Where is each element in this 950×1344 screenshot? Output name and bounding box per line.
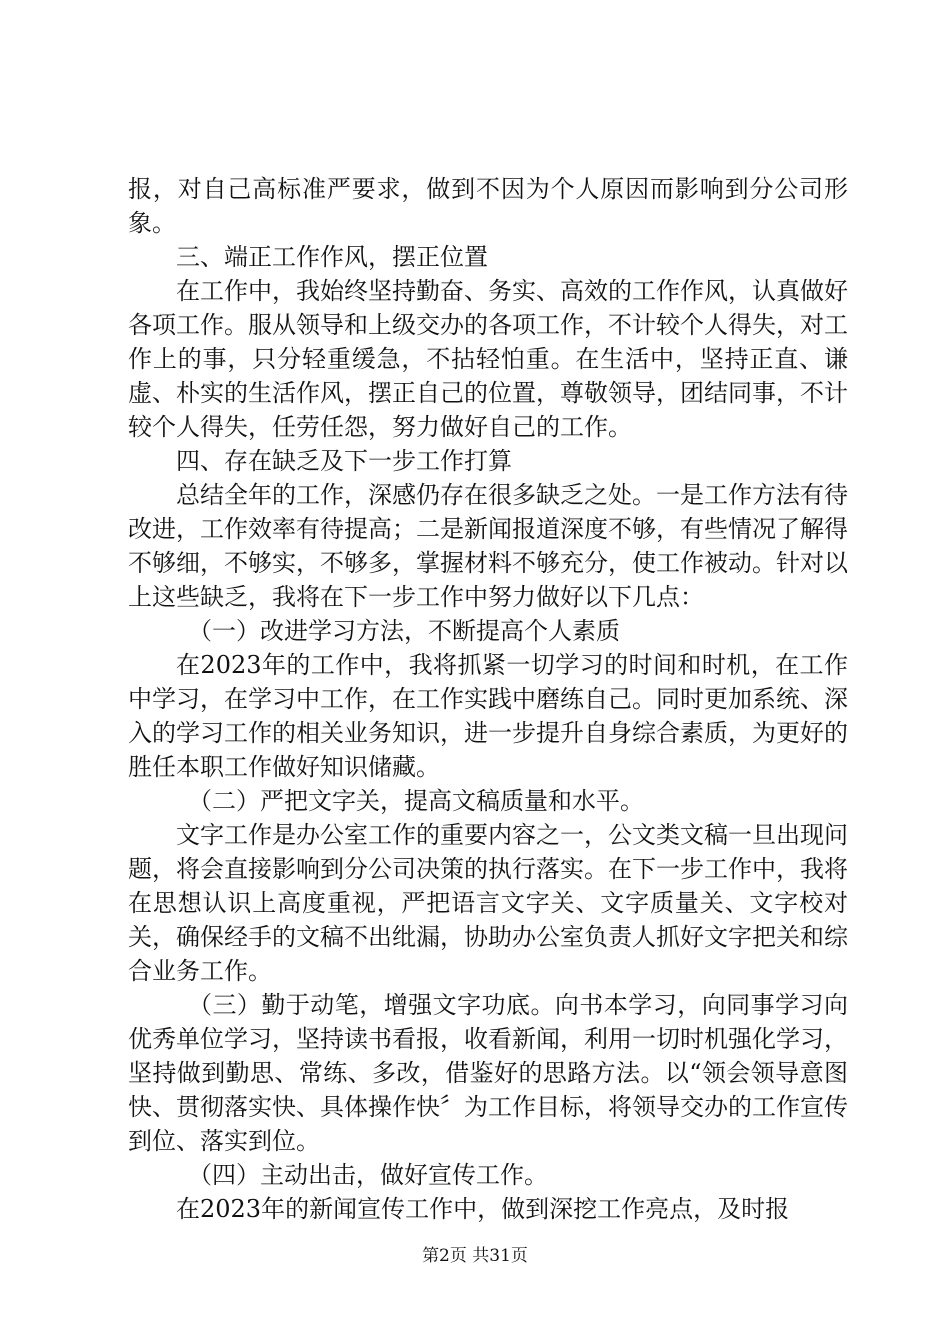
paragraph: 报，对自己高标准严要求，做到不因为个人原因而影响到分公司形象。: [128, 175, 848, 237]
document-body: [128, 172, 848, 1226]
subsection-paragraph: （三）勤于动笔，增强文字功底。向书本学习，向同事学习向优秀单位学习，坚持读书看报，收看新闻，利用一切时机强化学习，坚持做到勤思、常练、多改，借鉴好的思路方法。以“领会领导意图快、贯彻落实快、具体操作快〞为工作目标，将领导交办的工作宣传到位、落实到位。: [128, 991, 848, 1155]
section-heading: 三、端正工作作风，摆正位置: [176, 243, 488, 271]
paragraph: 文字工作是办公室工作的重要内容之一，公文类文稿一旦出现问题，将会直接影响到分公司决策的执行落实。在下一步工作中，我将在思想认识上高度重视，严把语言文字关、文字质量关、文字校对关，确保经手的文稿不出纰漏，协助办公室负责人抓好文字把关和综合业务工作。: [128, 821, 848, 985]
page-number-footer: 第2页 共31页: [422, 1246, 528, 1266]
paragraph: 在工作中，我始终坚持勤奋、务实、高效的工作作风，认真做好各项工作。服从领导和上级交办的各项工作，不计较个人得失，对工作上的事，只分轻重缓急，不拈轻怕重。在生活中，坚持正直、谦虚、朴实的生活作风，摆正自己的位置，尊敬领导，团结同事，不计较个人得失，任劳任怨，努力做好自己的工作。: [128, 277, 848, 441]
subsection-heading: （四）主动出击，做好宣传工作。: [188, 1161, 548, 1189]
paragraph: 在2023年的新闻宣传工作中，做到深挖工作亮点，及时报: [176, 1195, 790, 1223]
paragraph: 总结全年的工作，深感仍存在很多缺乏之处。一是工作方法有待改进，工作效率有待提高；二是新闻报道深度不够，有些情况了解得不够细，不够实，不够多，掌握材料不够充分，使工作被动。针对以上这些缺乏，我将在下一步工作中努力做好以下几点：: [128, 481, 848, 611]
section-heading: 四、存在缺乏及下一步工作打算: [176, 447, 512, 475]
subsection-heading: （一）改进学习方法，不断提高个人素质: [188, 617, 620, 645]
subsection-heading: （二）严把文字关，提高文稿质量和水平。: [188, 787, 644, 815]
paragraph: 在2023年的工作中，我将抓紧一切学习的时间和时机，在工作中学习，在学习中工作，在工作实践中磨练自己。同时更加系统、深入的学习工作的相关业务知识，进一步提升自身综合素质，为更好的胜任本职工作做好知识储藏。: [128, 651, 848, 781]
